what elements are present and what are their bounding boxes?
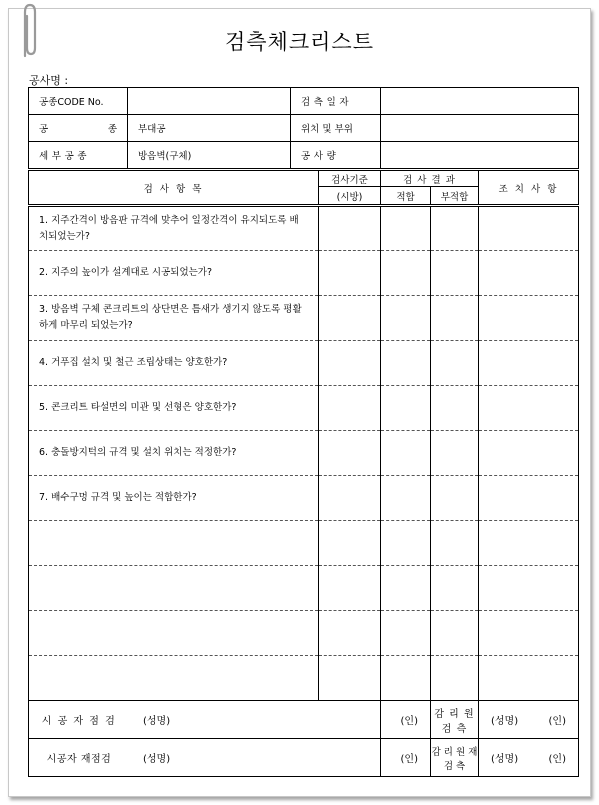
standard-header: 검사기준	[319, 171, 381, 187]
checklist-question: 7. 배수구멍 규격 및 높이는 적합한가?	[29, 476, 319, 521]
checklist-question	[29, 521, 319, 566]
checklist-question: 3. 방음벽 구체 콘크리트의 상단면은 틈새가 생기지 않도록 평활하게 마무리 되었는가?	[29, 296, 319, 341]
standard-cell[interactable]	[319, 566, 381, 611]
unfit-cell[interactable]	[431, 566, 479, 611]
standard-cell[interactable]	[319, 431, 381, 476]
checklist-row	[29, 386, 579, 431]
company-label: 공사명 :	[29, 74, 69, 87]
checklist-question: 5. 콘크리트 타설면의 미관 및 선형은 양호한가?	[29, 386, 319, 431]
unfit-cell[interactable]	[431, 251, 479, 296]
supervisor-recheck-label: 감 리 원 재 검 측	[431, 739, 479, 777]
unfit-cell[interactable]	[431, 521, 479, 566]
action-cell[interactable]	[479, 251, 579, 296]
unfit-cell[interactable]	[431, 611, 479, 656]
code-label: 공종CODE No.	[29, 88, 128, 115]
fit-header: 적합	[381, 187, 431, 206]
action-cell[interactable]	[479, 566, 579, 611]
standard-sub-header: (시방)	[319, 187, 381, 206]
unfit-cell[interactable]	[431, 296, 479, 341]
checklist-question	[29, 611, 319, 656]
work-type-label: 공 종	[29, 115, 128, 142]
standard-cell[interactable]	[319, 521, 381, 566]
quantity-label: 공 사 량	[291, 142, 381, 169]
location-label: 위치 및 부위	[291, 115, 381, 142]
quantity-value[interactable]	[381, 142, 579, 169]
checklist-row	[29, 566, 579, 611]
action-cell[interactable]	[479, 431, 579, 476]
supervisor-seal-label[interactable]: (인)	[548, 716, 566, 727]
checklist-question: 4. 거푸집 설치 및 철근 조립상태는 양호한가?	[29, 341, 319, 386]
checklist-row	[29, 296, 579, 341]
info-table	[28, 87, 579, 169]
unfit-cell[interactable]	[431, 206, 479, 251]
checklist-question: 2. 지주의 높이가 설계대로 시공되었는가?	[29, 251, 319, 296]
standard-cell[interactable]	[319, 251, 381, 296]
work-type-value[interactable]: 부대공	[128, 115, 291, 142]
contractor-seal-label[interactable]: (인)	[381, 701, 431, 739]
checklist-row	[29, 206, 579, 251]
checklist-question: 1. 지주간격이 방음판 규격에 맞추어 일정간격이 유지되도록 배치되었는가?	[29, 206, 319, 251]
fit-cell[interactable]	[381, 566, 431, 611]
action-cell[interactable]	[479, 341, 579, 386]
checklist-row	[29, 341, 579, 386]
contractor-recheck-seal-label[interactable]: (인)	[381, 739, 431, 777]
checklist-question	[29, 656, 319, 701]
fit-cell[interactable]	[381, 656, 431, 701]
fit-cell[interactable]	[381, 251, 431, 296]
detail-type-label: 세 부 공 종	[29, 142, 128, 169]
location-value[interactable]	[381, 115, 579, 142]
contractor-check-label: 시 공 자 점 검	[41, 716, 117, 727]
fit-cell[interactable]	[381, 611, 431, 656]
checklist-question: 6. 충돌방지턱의 규격 및 설치 위치는 적정한가?	[29, 431, 319, 476]
standard-cell[interactable]	[319, 611, 381, 656]
action-cell[interactable]	[479, 656, 579, 701]
checklist-row	[29, 431, 579, 476]
checklist-table	[28, 170, 579, 777]
supervisor-recheck-seal-label[interactable]: (인)	[548, 754, 566, 765]
supervisor-check-label: 감 리 원 검 측	[431, 701, 479, 739]
standard-cell[interactable]	[319, 386, 381, 431]
fit-cell[interactable]	[381, 476, 431, 521]
unfit-cell[interactable]	[431, 476, 479, 521]
fit-cell[interactable]	[381, 386, 431, 431]
standard-cell[interactable]	[319, 206, 381, 251]
action-cell[interactable]	[479, 521, 579, 566]
contractor-recheck-name-label[interactable]: (성명)	[143, 754, 171, 765]
fit-cell[interactable]	[381, 296, 431, 341]
inspection-date-label: 검 측 일 자	[291, 88, 381, 115]
unfit-header: 부적합	[431, 187, 479, 206]
checklist-question	[29, 566, 319, 611]
contractor-recheck-label: 시공자 재점검	[46, 754, 112, 765]
checklist-row	[29, 476, 579, 521]
checklist-row	[29, 611, 579, 656]
action-cell[interactable]	[479, 386, 579, 431]
unfit-cell[interactable]	[431, 341, 479, 386]
unfit-cell[interactable]	[431, 431, 479, 476]
action-cell[interactable]	[479, 296, 579, 341]
fit-cell[interactable]	[381, 341, 431, 386]
action-header: 조 치 사 항	[479, 171, 579, 206]
unfit-cell[interactable]	[431, 386, 479, 431]
action-cell[interactable]	[479, 476, 579, 521]
standard-cell[interactable]	[319, 341, 381, 386]
code-value[interactable]	[128, 88, 291, 115]
checklist-row	[29, 656, 579, 701]
items-header: 검 사 항 목	[29, 171, 319, 206]
fit-cell[interactable]	[381, 206, 431, 251]
supervisor-recheck-name-label[interactable]: (성명)	[491, 754, 519, 765]
fit-cell[interactable]	[381, 521, 431, 566]
contractor-name-label[interactable]: (성명)	[143, 716, 171, 727]
standard-cell[interactable]	[319, 656, 381, 701]
result-header: 검 사 결 과	[381, 171, 479, 187]
action-cell[interactable]	[479, 611, 579, 656]
unfit-cell[interactable]	[431, 656, 479, 701]
document-title: 검측체크리스트	[224, 30, 374, 54]
detail-type-value[interactable]: 방음벽(구체)	[128, 142, 291, 169]
checklist-row	[29, 251, 579, 296]
standard-cell[interactable]	[319, 296, 381, 341]
fit-cell[interactable]	[381, 431, 431, 476]
standard-cell[interactable]	[319, 476, 381, 521]
inspection-date-value[interactable]	[381, 88, 579, 115]
supervisor-name-label[interactable]: (성명)	[491, 716, 519, 727]
checklist-row	[29, 521, 579, 566]
action-cell[interactable]	[479, 206, 579, 251]
